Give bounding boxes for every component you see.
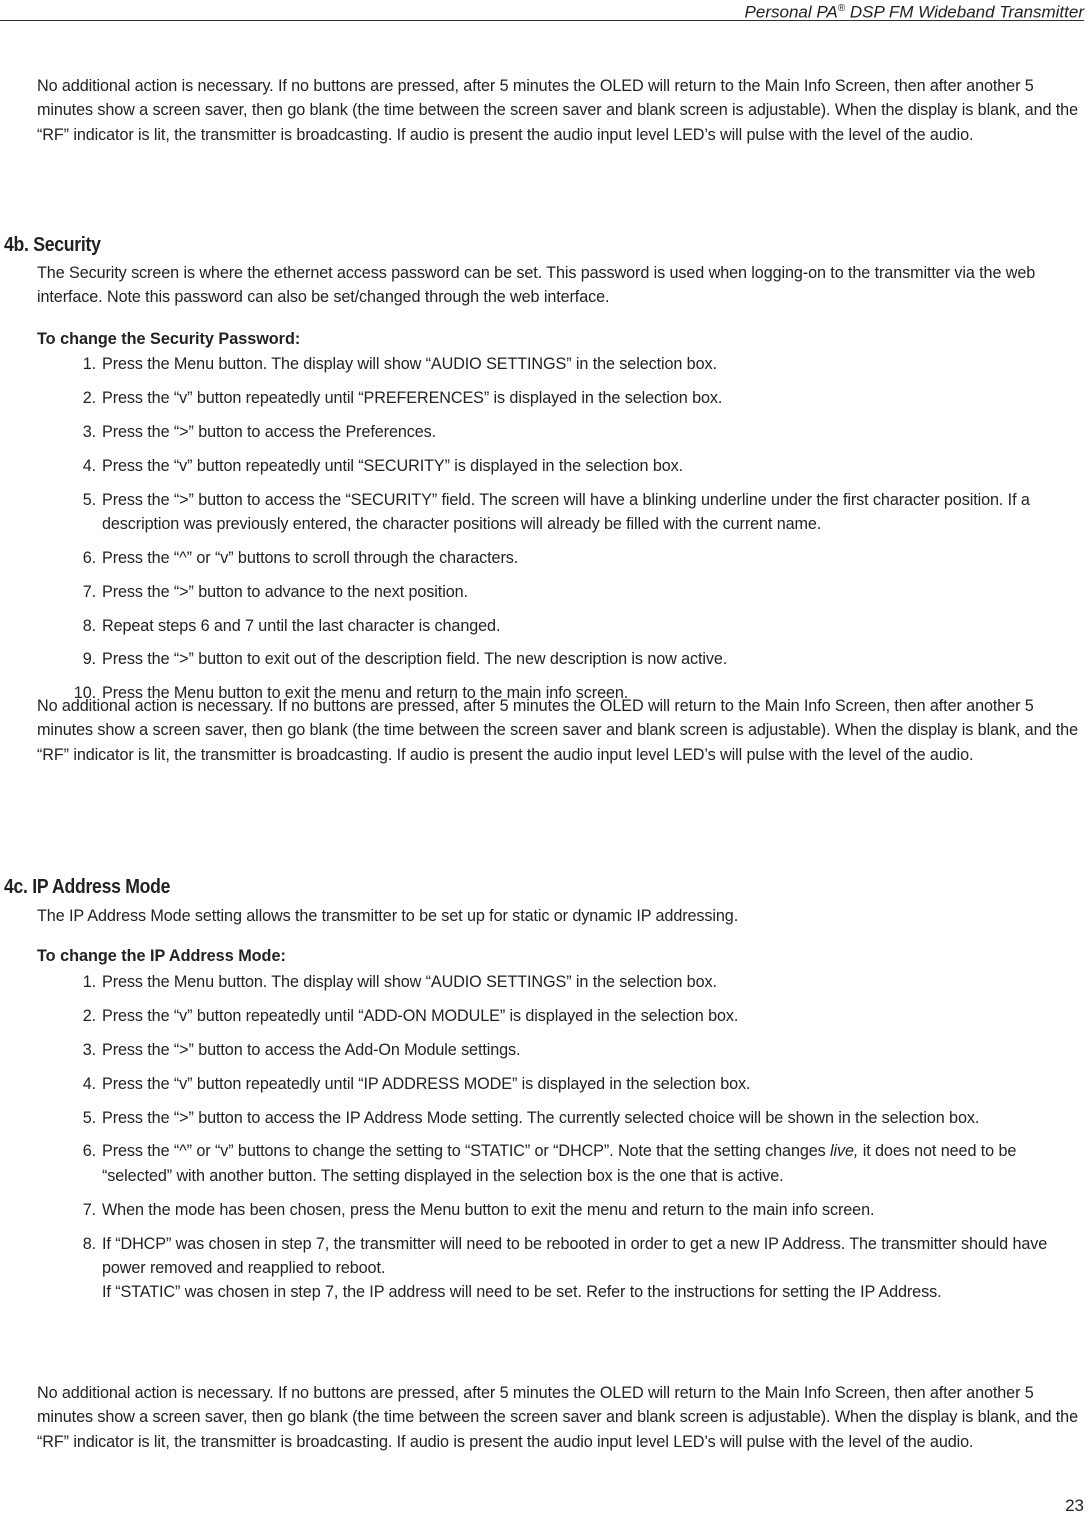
ip-subheading: To change the IP Address Mode: (37, 947, 286, 965)
security-subheading: To change the Security Password: (37, 330, 301, 348)
list-item: 5. Press the “>” button to access the “SECURITY” field. The screen will have a blinking underline under the first character position. If a description was previously entered, the character positions will already be filled with the current name. (82, 490, 1030, 533)
list-item: 7. Press the “>” button to advance to the next position. (82, 582, 468, 601)
list-item: 8. Repeat steps 6 and 7 until the last character is changed. (82, 616, 501, 635)
list-item: 10. Press the Menu button to exit the menu and return to the main info screen. (73, 684, 629, 703)
security-description: The Security screen is where the ethernet access password can be set. This password is used when logging-on to the transmitter via the web interface. Note this password can also be set/changed through the web interface. (37, 264, 1036, 307)
list-item: 3. Press the “>” button to access the Preferences. (82, 422, 437, 441)
list-item: 4. Press the “v” button repeatedly until “SECURITY” is displayed in the selection box. (82, 456, 684, 475)
list-item: 9. Press the “>” button to exit out of the description field. The new description is now active. (82, 650, 728, 669)
list-item: 6. Press the “^” or “v” buttons to change the setting to “STATIC” or “DHCP”. Note that the setting changes live, it does not need to be “selected” with another button. The setting displayed in the selection box is the one that is active. (82, 1142, 1017, 1185)
ip-closing-paragraph: No additional action is necessary. If no buttons are pressed, after 5 minutes the OLED will return to the Main Info Screen, then after another 5 minutes show a screen saver, then go blank (the time between the screen saver and blank screen is adjustable). When the display is blank, and the “RF” indicator is lit, the transmitter is broadcasting. If audio is present the audio input level LED’s will pulse with the level of the audio. (37, 1384, 1078, 1451)
emphasis-live: live, (830, 1142, 859, 1161)
ip-section-title: 4c. IP Address Mode (4, 876, 171, 898)
security-closing-paragraph: No additional action is necessary. If no buttons are pressed, after 5 minutes the OLED will return to the Main Info Screen, then after another 5 minutes show a screen saver, then go blank (the time between the screen saver and blank screen is adjustable). When the display is blank, and the “RF” indicator is lit, the transmitter is broadcasting. If audio is present the audio input level LED’s will pulse with the level of the audio. (37, 697, 1078, 764)
list-item: 2. Press the “v” button repeatedly until “PREFERENCES” is displayed in the selection box. (82, 388, 723, 407)
list-item: 6. Press the “^” or “v” buttons to scroll through the characters. (82, 548, 519, 567)
list-item: 5. Press the “>” button to access the IP Address Mode setting. The currently selected choice will be shown in the selection box. (82, 1108, 980, 1127)
list-item: 3. Press the “>” button to access the Add-On Module settings. (82, 1040, 521, 1059)
list-item: 4. Press the “v” button repeatedly until “IP ADDRESS MODE” is displayed in the selection box. (82, 1074, 751, 1093)
registered-mark: ® (837, 3, 846, 14)
list-item: 7. When the mode has been chosen, press the Menu button to exit the menu and return to the main info screen. (82, 1200, 875, 1219)
list-item: 1. Press the Menu button. The display will show “AUDIO SETTINGS” in the selection box. (82, 973, 717, 991)
list-item: 2. Press the “v” button repeatedly until “ADD-ON MODULE” is displayed in the selection box. (82, 1006, 739, 1025)
security-steps (0, 352, 1088, 715)
header-subtitle: DSP FM Wideband Transmitter (845, 2, 1084, 22)
intro-paragraph: No additional action is necessary. If no buttons are pressed, after 5 minutes the OLED will return to the Main Info Screen, then after another 5 minutes show a screen saver, then go blank (the time between the screen saver and blank screen is adjustable). When the display is blank, and the “RF” indicator is lit, the transmitter is broadcasting. If audio is present the audio input level LED’s will pulse with the level of the audio. (37, 77, 1078, 144)
ip-description: The IP Address Mode setting allows the transmitter to be set up for static or dynamic IP addressing. (37, 907, 739, 925)
security-section-title: 4b. Security (4, 234, 101, 256)
page-header (0, 0, 1084, 21)
list-item: 1. Press the Menu button. The display will show “AUDIO SETTINGS” in the selection box. (82, 355, 717, 373)
list-item: 8. If “DHCP” was chosen in step 7, the transmitter will need to be rebooted in order to get a new IP Address. The transmitter should have power removed and reapplied to reboot. If “STATIC” was chosen in step 7, the IP address will need to be set. Refer to the instructions for setting the IP Address. (82, 1234, 1048, 1302)
header-title: Personal PA (744, 2, 838, 22)
page-number: 23 (1065, 1496, 1084, 1515)
ip-steps (0, 970, 1088, 1314)
